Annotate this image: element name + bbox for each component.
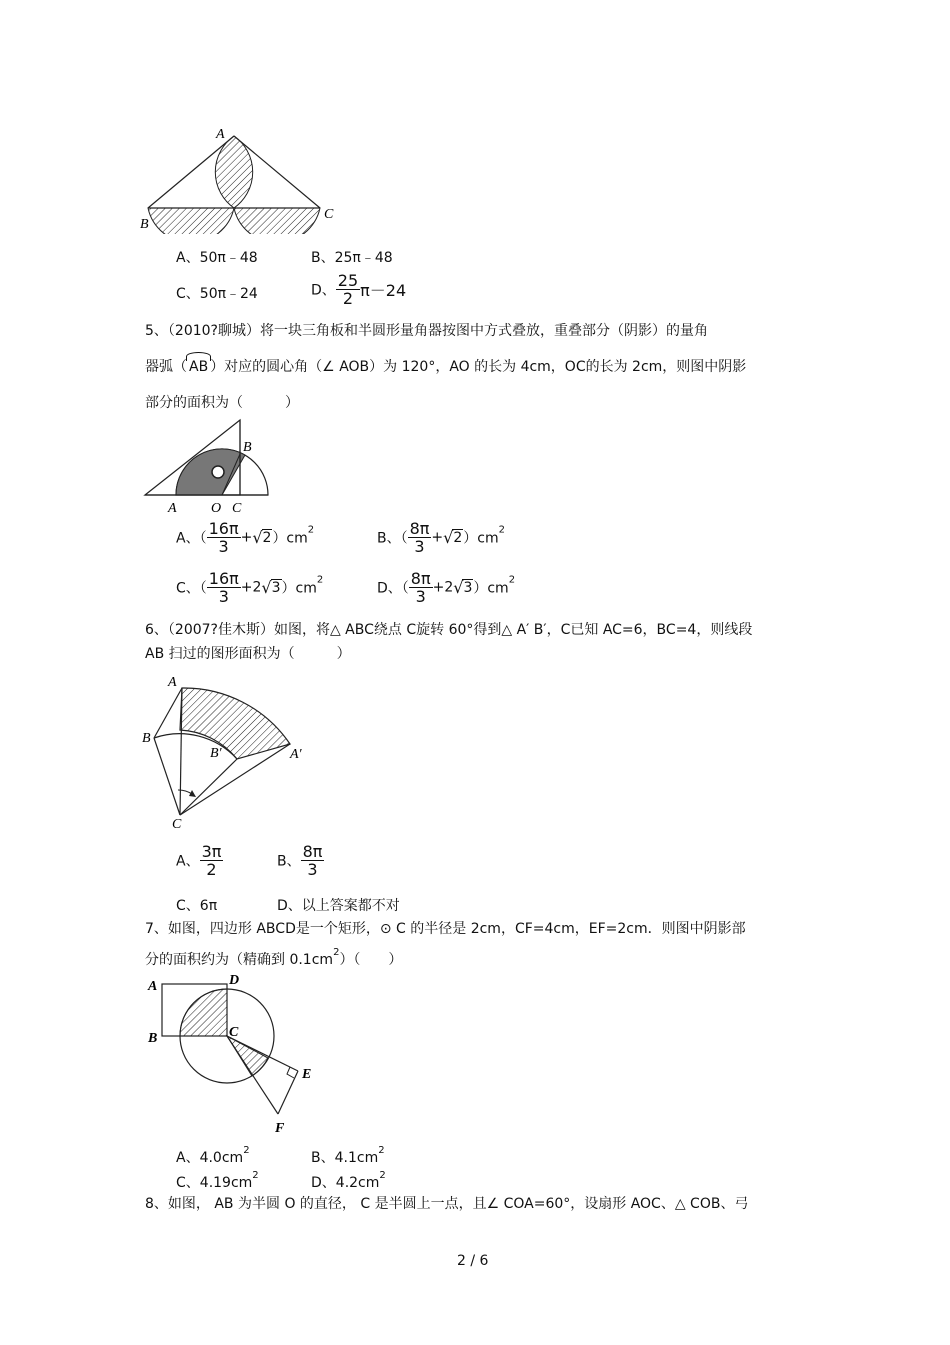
q5-line1: 5、（2010?聊城）将一块三角板和半圆形量角器按图中方式叠放，重叠部分（阴影）的量角 [145,323,708,339]
q5-option-c-exp: 2 [316,574,324,586]
q4-option-b-text: 25π﹣48 [334,250,393,266]
q7-label-e: E [302,1067,312,1082]
q6-option-b-den: 3 [307,860,318,879]
q7-option-d-label: D、 [311,1175,336,1191]
q5-option-d-unit: ）cm [473,580,509,597]
q5-option-c-num: 16π [208,569,239,588]
q6-option-a-num: 3π [201,842,222,861]
q4-option-d-label: D、 [311,282,336,299]
q4-option-d[interactable] [311,272,406,307]
q5-option-d-den: 3 [415,587,426,606]
q7-option-a-label: A、 [176,1150,200,1166]
q4-option-c[interactable] [176,283,258,303]
q4-option-d-den: 2 [342,289,354,308]
sqrt-icon: √ [443,528,454,547]
q5-option-c-root: 3 [271,580,281,596]
q7-option-c-label: C、 [176,1175,200,1191]
q4-option-c-text: 50π﹣24 [199,286,258,302]
q5-option-a-den: 3 [218,537,229,556]
q5-option-c-plus: +2 [240,579,262,596]
q5-option-a-fraction [207,520,241,555]
q4-option-a-text: 50π﹣48 [199,250,258,266]
q5-option-d-root: 3 [463,580,473,596]
q7-option-a-exp: 2 [243,1145,250,1156]
q7-option-a-text: 4.0cm [199,1150,244,1166]
q6-option-a-den: 2 [206,860,217,879]
q5-option-c[interactable] [176,570,323,605]
q6-label-b-prime: B′ [210,746,222,761]
q5-option-a[interactable] [176,520,314,555]
q6-option-d[interactable] [277,895,400,915]
q5-option-d-num: 8π [410,569,431,588]
q7-line2-exp: 2 [333,947,340,958]
q5-line2-a: 器弧（ [145,359,187,375]
q7-option-d-text: 4.2cm [335,1175,380,1191]
q7-option-a[interactable] [176,1145,250,1167]
q6-option-a-label: A、 [176,853,200,870]
q7-line2-a: 分的面积约为（精确到 0.1cm [145,952,334,968]
q7-option-b-text: 4.1cm [334,1150,379,1166]
q5-line3: 部分的面积为（ ） [145,395,299,411]
q7-line2-b: ）（ ） [339,952,403,968]
q5-option-b-fraction [408,520,432,555]
q5-option-b-den: 3 [414,537,425,556]
q4-option-d-fraction [336,272,360,307]
q5-label-b: B [243,440,252,455]
q6-option-b-num: 8π [302,842,323,861]
q5-option-a-plus: + [240,529,253,546]
q5-label-c: C [232,501,242,516]
q7-label-c: C [229,1025,239,1040]
q5-option-b-exp: 2 [498,524,505,536]
q5-option-a-num: 16π [208,519,239,538]
q4-option-a[interactable] [176,247,258,267]
q7-option-b[interactable] [311,1145,385,1167]
q7-line1: 7、如图，四边形 ABCD是一个矩形，⊙ C 的半径是 2cm，CF=4cm，EF=2cm．则图中阴影部 [145,921,746,937]
q4-option-b-label: B、 [311,250,335,266]
q5-option-c-label: C、（ [176,580,207,597]
q5-line2-b: ）对应的圆心角（∠ AOB）为 120°，AO 的长为 4cm，OC的长为 2cm，则图中阴影 [210,359,747,375]
q5-option-c-unit: ）cm [281,580,317,597]
sqrt-icon: √ [252,528,263,547]
q5-option-d-exp: 2 [508,574,516,586]
q7-option-b-label: B、 [311,1150,335,1166]
q5-arc-ab: AB [189,359,209,375]
q7-option-c-exp: 2 [252,1170,259,1181]
q5-option-c-fraction [207,570,241,605]
q5-option-b-label: B、（ [377,530,408,547]
q4-option-d-num: 25 [337,271,359,290]
q6-option-b-fraction [301,843,325,878]
q8-line1: 8、如图， AB 为半圆 O 的直径， C 是半圆上一点，且∠ COA=60°，设扇形 AOC、△ COB、弓 [145,1196,749,1212]
q5-label-o: O [211,501,222,516]
q5-option-d[interactable] [377,570,515,605]
q5-option-b[interactable] [377,520,505,555]
q4-label-b: B [140,217,149,232]
q6-label-c: C [172,817,182,832]
q4-option-a-label: A、 [176,250,200,266]
q5-option-a-label: A、（ [176,530,207,547]
q6-option-a-fraction [200,843,224,878]
sqrt-icon: √ [453,578,464,597]
q7-option-c-text: 4.19cm [199,1175,253,1191]
q6-option-c-text: 6π [199,898,218,914]
q5-option-b-root: 2 [453,530,463,546]
page-number: 2 / 6 [457,1253,489,1269]
q6-option-d-label: D、 [277,898,302,914]
q5-option-d-fraction [409,570,433,605]
q5-option-a-exp: 2 [307,524,315,536]
q6-label-b: B [142,731,151,746]
q6-option-c-label: C、 [176,898,200,914]
q6-label-a: A [168,675,177,690]
q5-option-b-num: 8π [409,519,430,538]
q5-option-a-root: 2 [262,530,272,546]
q5-option-b-plus: + [431,529,444,546]
q5-option-d-label: D、（ [377,580,409,597]
q7-label-b: B [148,1031,158,1046]
q5-option-c-den: 3 [218,587,229,606]
q4-label-a: A [216,127,225,142]
q6-line1: 6、（2007?佳木斯）如图，将△ ABC绕点 C旋转 60°得到△ A′ B′，C已知 AC=6，BC=4，则线段 [145,622,753,638]
q4-option-d-tail: π－24 [360,281,407,300]
q7-figure [140,966,330,1136]
q4-figure [138,122,348,234]
q7-label-a: A [148,979,158,994]
q7-option-d-exp: 2 [379,1170,386,1181]
q7-option-b-exp: 2 [378,1145,385,1156]
q5-option-b-unit: ）cm [463,530,499,547]
sqrt-icon: √ [261,578,272,597]
q4-option-b[interactable] [311,247,393,267]
q6-option-c[interactable] [176,895,217,915]
q7-option-d[interactable] [311,1170,386,1192]
q6-option-b[interactable] [277,843,324,878]
q7-label-d: D [229,973,240,988]
q4-label-c: C [324,207,334,222]
q6-figure [140,672,320,832]
q6-line2: AB 扫过的图形面积为（ ） [145,646,351,662]
q5-option-a-unit: ）cm [272,530,308,547]
q7-option-c[interactable] [176,1170,259,1192]
q6-label-a-prime: A′ [290,747,302,762]
q5-label-a: A [168,501,177,516]
q7-label-f: F [275,1121,285,1136]
q5-line2 [145,358,746,376]
q6-option-d-text: 以上答案都不对 [301,898,400,914]
q4-option-c-label: C、 [176,286,200,302]
q6-option-b-label: B、 [277,853,301,870]
q5-option-d-plus: +2 [432,579,454,596]
q5-figure [140,414,280,516]
q6-option-a[interactable] [176,843,223,878]
